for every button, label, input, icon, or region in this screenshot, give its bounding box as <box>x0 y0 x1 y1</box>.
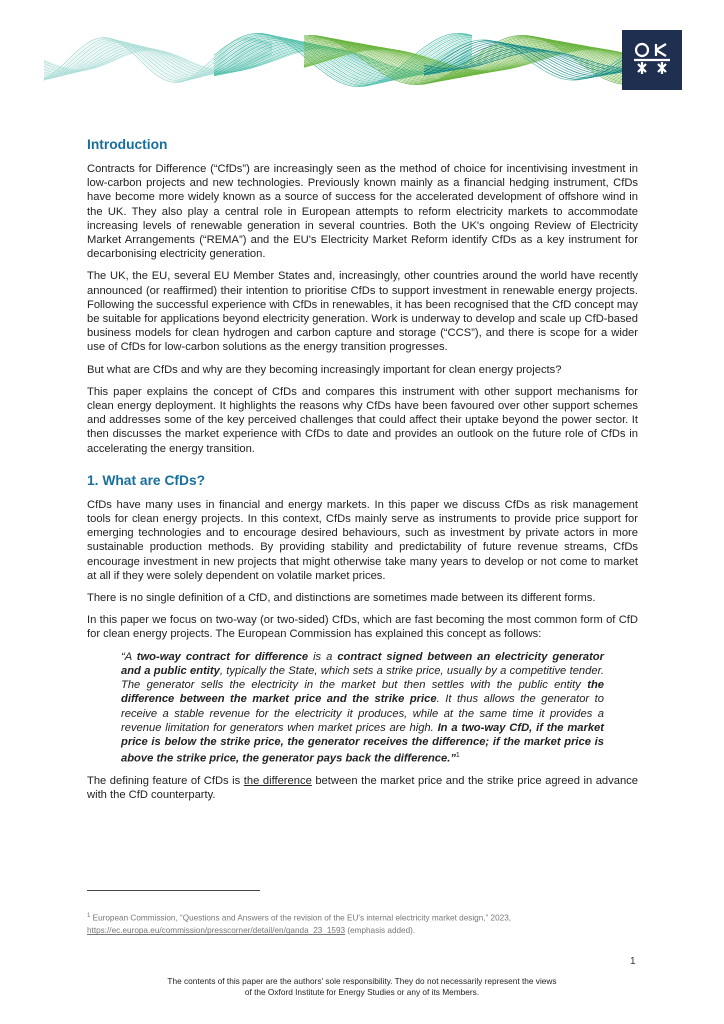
underlined-term: the difference <box>243 775 312 788</box>
section-1-paragraph-3: In this paper we focus on two-way (or two-sided) CfDs, which are fast becoming the most common form of CfD for clean energy projects. The European Commission has explained this concept as follows: <box>87 614 638 641</box>
page-number: 1 <box>630 956 636 967</box>
intro-heading: Introduction <box>87 137 168 152</box>
quote-part: . It thus allows the generator to receive a stable revenue for the electricity it produces, while at the same time it provides a revenue limitation for generators when market prices are high. <box>121 693 604 734</box>
footnote-text: European Commission, “Questions and Answers of the revision of the EU's internal electricity market design,” 2023, <box>90 913 512 923</box>
footnote-suffix: (emphasis added). <box>345 926 416 936</box>
document-body <box>87 136 638 810</box>
section-1-heading: 1. What are CfDs? <box>87 472 206 488</box>
footnote-ref[interactable]: 1 <box>455 752 460 760</box>
disclaimer-line-1: The contents of this paper are the authors' sole responsibility. They do not necessarily represent the views <box>167 976 557 986</box>
disclaimer-footer <box>80 976 644 998</box>
footnote-link[interactable]: https://ec.europa.eu/commission/presscorner/detail/en/qanda_23_1593 <box>87 926 346 936</box>
oxford-institute-logo <box>622 30 682 90</box>
quote-bold: contract signed between an electricity generator and a public entity <box>121 650 604 677</box>
logo-mark-icon <box>632 40 672 80</box>
commission-quote <box>121 650 604 766</box>
quote-part: is a <box>308 650 338 663</box>
footnote <box>87 910 638 938</box>
intro-paragraph-3: But what are CfDs and why are they becoming increasingly important for clean energy projects? <box>87 363 562 376</box>
section-1-paragraph-4 <box>87 774 638 802</box>
intro-paragraph-2: The UK, the EU, several EU Member States and, increasingly, other countries around the world have recently announced (or reaffirmed) their intention to prioritise CfDs to support investment in renewable energy projects. Following the successful experience with CfDs in renewables, it has been recognised that the CfD concept may be suitable for applications beyond electricity generation. Work is underway to develop and scale up CfD-based business models for clean hydrogen and carbon capture and storage (“CCS”), and there is scope for a wider use of CfDs for low-carbon solutions as the energy transition progresses. <box>87 270 638 354</box>
intro-paragraph-1: Contracts for Difference (“CfDs”) are increasingly seen as the method of choice for incentivising investment in low-carbon projects and new technologies. Previously known mainly as a financial hedging instrument, CfDs have become more widely known as a source of success for the accelerated development of offshore wind in the UK. They also play a central role in European attempts to reform electricity markets to accommodate increasing levels of renewable generation in several countries. Both the UK's ongoing Review of Electricity Market Arrangements (“REMA”) and the EU's Electricity Market Reform identify CfDs as a key instrument for decarbonising electricity generation. <box>87 163 638 261</box>
intro-paragraph-4: This paper explains the concept of CfDs and compares this instrument with other support mechanisms for clean energy deployment. It highlights the reasons why CfDs have been favoured over other support schemes and addresses some of the key perceived challenges that could affect their uptake beyond the power sector. It then discusses the market experience with CfDs to date and provides an outlook on the future role of CfDs in accelerating the energy transition. <box>87 385 638 455</box>
text-part: The defining feature of CfDs is <box>87 775 244 788</box>
quote-bold: two-way contract for difference <box>136 650 309 663</box>
wave-pattern <box>44 30 622 90</box>
disclaimer-line-2: of the Oxford Institute for Energy Studies or any of its Members. <box>244 987 480 997</box>
quote-part: , typically the State, which sets a strike price, usually by a competitive tender. The generator sells the electricity in the market but then settles with the public entity <box>121 664 605 692</box>
section-1-paragraph-1: CfDs have many uses in financial and energy markets. In this paper we discuss CfDs as risk management tools for clean energy projects. In this context, CfDs mainly serve as instruments to provide price support for emerging technologies and to encourage desired behaviours, such as investment by private actors in more sustainable production methods. By providing stability and predictability of future revenue streams, CfDs encourage investment in new projects that might otherwise take many years to develop or not come to market at all if they were solely dependent on volatile market prices. <box>87 498 638 582</box>
header-banner <box>44 30 622 90</box>
quote-bold: In a two-way CfD, if the market price is below the strike price, the generator receives the difference; if the market price is above the strike price, the generator pays back the difference.” <box>121 721 605 765</box>
text-part: between the market price and the strike price agreed in advance with the CfD counterparty. <box>87 775 639 802</box>
quote-bold: the difference between the market price and the strike price <box>121 679 604 706</box>
quote-part: “A <box>121 650 137 663</box>
section-1-paragraph-2: There is no single definition of a CfD, and distinctions are sometimes made between its different forms. <box>87 592 596 605</box>
footnote-number: 1 <box>87 913 91 919</box>
footnote-divider <box>87 890 260 891</box>
